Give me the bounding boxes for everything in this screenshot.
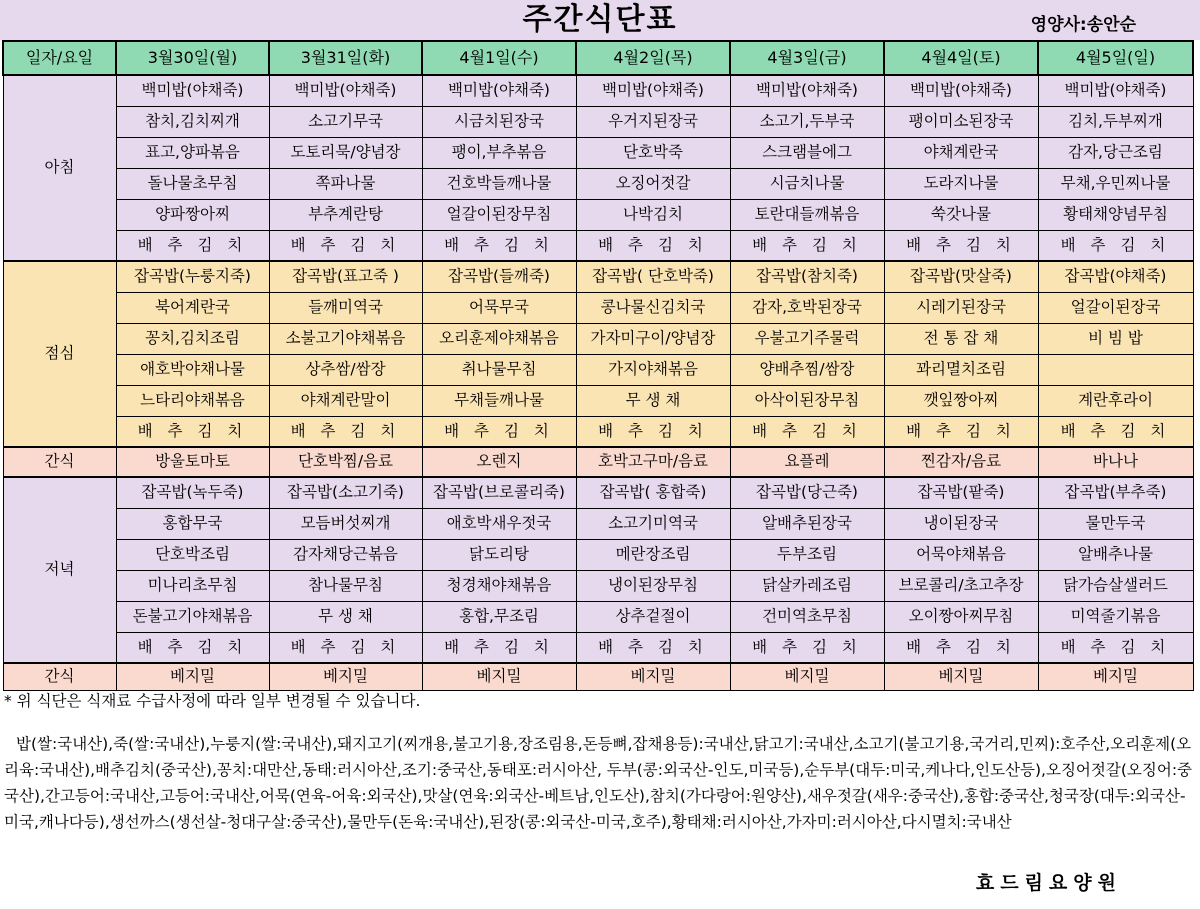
menu-cell: 가자미구이/양념장	[576, 323, 730, 354]
menu-cell: 부추계란탕	[269, 199, 422, 230]
menu-cell: 잡곡밥(부추죽)	[1038, 477, 1193, 508]
menu-cell: 오리훈제야채볶음	[422, 323, 576, 354]
menu-cell: 요플레	[730, 447, 884, 477]
menu-cell: 참나물무침	[269, 570, 422, 601]
menu-cell: 콩나물신김치국	[576, 292, 730, 323]
menu-cell: 배 추 김 치	[576, 230, 730, 261]
menu-cell: 우불고기주물럭	[730, 323, 884, 354]
menu-cell: 배 추 김 치	[884, 230, 1038, 261]
menu-cell: 쑥갓나물	[884, 199, 1038, 230]
menu-cell: 시레기된장국	[884, 292, 1038, 323]
menu-cell: 배 추 김 치	[116, 416, 269, 447]
menu-cell: 참치,김치찌개	[116, 106, 269, 137]
menu-cell: 아삭이된장무침	[730, 385, 884, 416]
menu-cell: 베지밀	[422, 663, 576, 690]
menu-cell: 배 추 김 치	[576, 632, 730, 663]
menu-cell: 무 생 채	[576, 385, 730, 416]
night-snack-label: 간식	[3, 663, 116, 690]
menu-cell: 백미밥(야채죽)	[116, 75, 269, 106]
header-day: 3월31일(화)	[269, 41, 422, 75]
menu-cell: 모듬버섯찌개	[269, 508, 422, 539]
snack-row	[3, 447, 1193, 477]
breakfast-row	[3, 75, 1193, 106]
dinner-row	[3, 601, 1193, 632]
menu-cell: 오징어젓갈	[576, 168, 730, 199]
menu-cell: 김치,두부찌개	[1038, 106, 1193, 137]
menu-cell: 비 빔 밥	[1038, 323, 1193, 354]
menu-cell: 잡곡밥(야채죽)	[1038, 261, 1193, 292]
menu-cell: 배 추 김 치	[1038, 230, 1193, 261]
menu-cell: 배 추 김 치	[269, 230, 422, 261]
dinner-row	[3, 539, 1193, 570]
menu-cell: 배 추 김 치	[422, 230, 576, 261]
origin-info: 밥(쌀:국내산),죽(쌀:국내산),누룽지(쌀:국내산),돼지고기(찌개용,불고기용,장조림용,돈등뼈,잡채용등):국내산,닭고기:국내산,소고기(불고기용,국거리,민찌):호주산,오리훈제(오리육:국내산),배추김치(중국산),꽁치:대만산,동태:러시아산,조기:중국산,동태포:러시아산, 두부(콩:외국산-인도,미국등),순두부(대두:미국,케나다,인도산등),오징어젓갈(오징어:중국산),간고등어:국내산,고등어:국내산,어묵(연육-어육:외국산),맛살(연육:외국산-베트남,인도산),참치(가다랑어:원양산),새우젓갈(새우:중국산),홍합:중국산,청국장(대두:외국산-미국,캐나다등),생선까스(생선살-청대구살:중국산),물만두(돈육:국내산),된장(콩:외국산-미국,호주),황태채:러시아산,가자미:러시아산,다시멸치:국내산	[4, 735, 1193, 831]
menu-cell: 우거지된장국	[576, 106, 730, 137]
menu-cell: 미나리초무침	[116, 570, 269, 601]
menu-cell: 베지밀	[884, 663, 1038, 690]
header-day: 3월30일(월)	[116, 41, 269, 75]
menu-cell: 냉이된장국	[884, 508, 1038, 539]
header-day: 4월3일(금)	[730, 41, 884, 75]
menu-cell: 애호박야채나물	[116, 354, 269, 385]
menu-cell: 얼갈이된장무침	[422, 199, 576, 230]
menu-cell: 미역줄기볶음	[1038, 601, 1193, 632]
menu-cell: 깻잎짱아찌	[884, 385, 1038, 416]
menu-cell: 오이짱아찌무침	[884, 601, 1038, 632]
menu-cell: 돌나물초무침	[116, 168, 269, 199]
menu-cell: 감자,당근조림	[1038, 137, 1193, 168]
lunch-label: 점심	[3, 261, 116, 447]
menu-cell: 홍합무국	[116, 508, 269, 539]
menu-cell: 베지밀	[730, 663, 884, 690]
menu-cell: 단호박찜/음료	[269, 447, 422, 477]
menu-cell: 무채들깨나물	[422, 385, 576, 416]
menu-cell: 단호박조림	[116, 539, 269, 570]
menu-cell: 꽁치,김치조림	[116, 323, 269, 354]
header-row	[3, 41, 1193, 75]
page-title: 주간식단표	[522, 2, 678, 37]
dinner-row	[3, 477, 1193, 508]
menu-cell: 소고기미역국	[576, 508, 730, 539]
menu-cell: 시금치나물	[730, 168, 884, 199]
header-day: 4월4일(토)	[884, 41, 1038, 75]
menu-cell: 배 추 김 치	[269, 416, 422, 447]
menu-cell: 배 추 김 치	[1038, 416, 1193, 447]
menu-cell: 도라지나물	[884, 168, 1038, 199]
nutritionist-label: 영양사:송안순	[1030, 15, 1136, 35]
menu-cell: 잡곡밥(표고죽 )	[269, 261, 422, 292]
menu-cell: 닭도리탕	[422, 539, 576, 570]
menu-cell: 잡곡밥(맛살죽)	[884, 261, 1038, 292]
menu-cell: 잡곡밥(당근죽)	[730, 477, 884, 508]
menu-cell: 양배추찜/쌈장	[730, 354, 884, 385]
header-corner: 일자/요일	[3, 41, 116, 75]
dinner-label: 저녁	[3, 477, 116, 663]
menu-cell: 감자채당근볶음	[269, 539, 422, 570]
header-day: 4월5일(일)	[1038, 41, 1193, 75]
menu-cell: 들깨미역국	[269, 292, 422, 323]
facility-name: 효드림요양원	[975, 872, 1122, 894]
menu-cell: 전 통 잡 채	[884, 323, 1038, 354]
menu-cell: 팽이미소된장국	[884, 106, 1038, 137]
menu-cell: 감자,호박된장국	[730, 292, 884, 323]
breakfast-row	[3, 106, 1193, 137]
menu-cell: 냉이된장무침	[576, 570, 730, 601]
menu-cell: 두부조림	[730, 539, 884, 570]
menu-cell: 황태채양념무침	[1038, 199, 1193, 230]
menu-cell: 베지밀	[269, 663, 422, 690]
menu-cell: 계란후라이	[1038, 385, 1193, 416]
menu-cell: 잡곡밥(팥죽)	[884, 477, 1038, 508]
breakfast-row	[3, 199, 1193, 230]
lunch-row	[3, 385, 1193, 416]
header-day: 4월1일(수)	[422, 41, 576, 75]
lunch-row	[3, 416, 1193, 447]
menu-cell: 얼갈이된장국	[1038, 292, 1193, 323]
lunch-row	[3, 261, 1193, 292]
menu-cell: 잡곡밥(녹두죽)	[116, 477, 269, 508]
menu-cell: 배 추 김 치	[422, 416, 576, 447]
menu-cell: 스크램블에그	[730, 137, 884, 168]
menu-cell: 백미밥(야채죽)	[269, 75, 422, 106]
menu-cell: 가지야채볶음	[576, 354, 730, 385]
menu-cell: 도토리묵/양념장	[269, 137, 422, 168]
menu-cell: 표고,양파볶음	[116, 137, 269, 168]
menu-cell: 잡곡밥(누룽지죽)	[116, 261, 269, 292]
header-day: 4월2일(목)	[576, 41, 730, 75]
menu-cell: 베지밀	[576, 663, 730, 690]
menu-cell: 배 추 김 치	[730, 230, 884, 261]
lunch-row	[3, 323, 1193, 354]
breakfast-row	[3, 137, 1193, 168]
dinner-row	[3, 508, 1193, 539]
menu-cell: 백미밥(야채죽)	[1038, 75, 1193, 106]
menu-cell: 백미밥(야채죽)	[422, 75, 576, 106]
menu-cell: 홍합,무조림	[422, 601, 576, 632]
menu-cell: 배 추 김 치	[422, 632, 576, 663]
menu-cell: 물만두국	[1038, 508, 1193, 539]
breakfast-row	[3, 230, 1193, 261]
menu-cell: 양파짱아찌	[116, 199, 269, 230]
menu-cell: 배 추 김 치	[269, 632, 422, 663]
menu-cell: 청경채야채볶음	[422, 570, 576, 601]
menu-cell: 배 추 김 치	[884, 416, 1038, 447]
menu-cell: 느타리야채볶음	[116, 385, 269, 416]
menu-cell: 어묵무국	[422, 292, 576, 323]
menu-cell: 건호박들깨나물	[422, 168, 576, 199]
night-snack-row	[3, 663, 1193, 690]
menu-cell: 상추쌈/쌈장	[269, 354, 422, 385]
lunch-row	[3, 354, 1193, 385]
menu-cell: 돈불고기야채볶음	[116, 601, 269, 632]
lunch-row	[3, 292, 1193, 323]
menu-cell: 단호박죽	[576, 137, 730, 168]
menu-cell: 바나나	[1038, 447, 1193, 477]
notice-text: * 위 식단은 식재료 수급사정에 따라 일부 변경될 수 있습니다.	[4, 692, 421, 710]
menu-cell: 메란장조림	[576, 539, 730, 570]
menu-cell: 나박김치	[576, 199, 730, 230]
menu-cell: 소고기,두부국	[730, 106, 884, 137]
menu-cell: 애호박새우젓국	[422, 508, 576, 539]
menu-cell: 알배추나물	[1038, 539, 1193, 570]
weekly-menu-table	[2, 40, 1194, 691]
dinner-row	[3, 632, 1193, 663]
menu-cell: 상추겉절이	[576, 601, 730, 632]
menu-cell: 브로콜리/초고추장	[884, 570, 1038, 601]
menu-cell: 백미밥(야채죽)	[730, 75, 884, 106]
menu-cell: 베지밀	[116, 663, 269, 690]
menu-cell: 소불고기야채볶음	[269, 323, 422, 354]
menu-cell: 배 추 김 치	[730, 632, 884, 663]
menu-cell: 찐감자/음료	[884, 447, 1038, 477]
menu-cell: 잡곡밥( 홍합죽)	[576, 477, 730, 508]
menu-cell: 어묵야채볶음	[884, 539, 1038, 570]
menu-cell: 취나물무침	[422, 354, 576, 385]
menu-cell: 백미밥(야채죽)	[576, 75, 730, 106]
menu-cell: 오렌지	[422, 447, 576, 477]
menu-cell: 건미역초무침	[730, 601, 884, 632]
menu-cell: 시금치된장국	[422, 106, 576, 137]
menu-cell: 야채계란국	[884, 137, 1038, 168]
menu-cell: 북어계란국	[116, 292, 269, 323]
menu-cell	[1038, 354, 1193, 385]
menu-cell: 팽이,부추볶음	[422, 137, 576, 168]
menu-cell: 토란대들깨볶음	[730, 199, 884, 230]
breakfast-label: 아침	[3, 75, 116, 261]
menu-cell: 백미밥(야채죽)	[884, 75, 1038, 106]
menu-cell: 배 추 김 치	[1038, 632, 1193, 663]
menu-cell: 잡곡밥(들깨죽)	[422, 261, 576, 292]
menu-cell: 야채계란말이	[269, 385, 422, 416]
snack-label: 간식	[3, 447, 116, 477]
menu-cell: 쪽파나물	[269, 168, 422, 199]
menu-cell: 잡곡밥(참치죽)	[730, 261, 884, 292]
menu-cell: 소고기무국	[269, 106, 422, 137]
menu-cell: 꽈리멸치조림	[884, 354, 1038, 385]
menu-cell: 잡곡밥(소고기죽)	[269, 477, 422, 508]
menu-cell: 닭살카레조림	[730, 570, 884, 601]
menu-cell: 배 추 김 치	[576, 416, 730, 447]
menu-cell: 방울토마토	[116, 447, 269, 477]
menu-cell: 무 생 채	[269, 601, 422, 632]
menu-cell: 배 추 김 치	[116, 230, 269, 261]
menu-cell: 배 추 김 치	[730, 416, 884, 447]
menu-cell: 배 추 김 치	[116, 632, 269, 663]
menu-cell: 잡곡밥( 단호박죽)	[576, 261, 730, 292]
menu-cell: 알배추된장국	[730, 508, 884, 539]
menu-cell: 호박고구마/음료	[576, 447, 730, 477]
menu-cell: 잡곡밥(브로콜리죽)	[422, 477, 576, 508]
menu-cell: 닭가슴살샐러드	[1038, 570, 1193, 601]
breakfast-row	[3, 168, 1193, 199]
menu-cell: 배 추 김 치	[884, 632, 1038, 663]
dinner-row	[3, 570, 1193, 601]
menu-cell: 베지밀	[1038, 663, 1193, 690]
menu-cell: 무채,우민찌나물	[1038, 168, 1193, 199]
